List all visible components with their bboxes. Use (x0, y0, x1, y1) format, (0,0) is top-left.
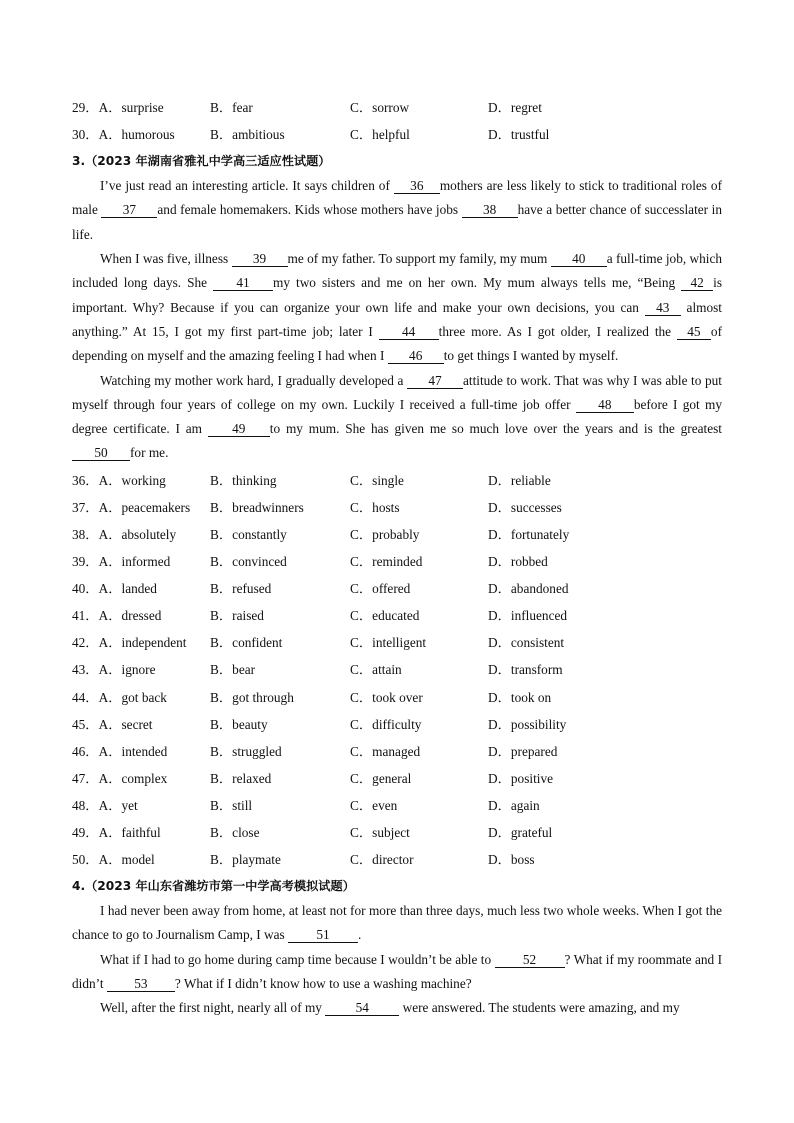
question-number: 45．A． (72, 716, 122, 732)
option-b: B．thinking (210, 472, 277, 488)
option-row (72, 737, 722, 764)
option-a-text: surprise (121, 100, 164, 116)
text: Watching my mother work hard, I gradually developed a (100, 372, 407, 388)
text: is important. Why? Because if you can organize your own life and make your own decisions, you can (72, 275, 722, 315)
text: to get things I wanted by myself. (443, 348, 619, 364)
option-b: B．close (210, 825, 260, 841)
option-c: C．reminded (350, 554, 423, 570)
option-b: B．beauty (210, 716, 268, 732)
option-row (72, 683, 722, 710)
question-number: 44．A． (72, 689, 122, 705)
passage-3-paragraph-1 (72, 174, 722, 247)
blank-47: 47 (407, 373, 463, 389)
question-number: 40．A． (72, 581, 122, 597)
blank-42: 42 (681, 275, 713, 291)
option-c: C．sorrow (350, 100, 410, 116)
options-block-36-50 (72, 466, 722, 872)
text: mothers are less likely to stick to traditional roles of male (72, 178, 722, 218)
passage-4-paragraph-2 (72, 948, 722, 997)
option-b: B．raised (210, 608, 264, 624)
option-a-text: got back (121, 689, 167, 705)
question-number: 39．A． (72, 554, 122, 570)
blank-46: 46 (388, 348, 444, 364)
option-b: B．struggled (210, 743, 282, 759)
option-d: D．consistent (488, 635, 565, 651)
question-number: 47．A． (72, 770, 122, 786)
text: have a better chance of successlater in life. (72, 202, 722, 242)
question-number: 49．A． (72, 825, 122, 841)
question-number: 38．A． (72, 526, 122, 542)
option-c: C．probably (350, 526, 420, 542)
option-a-text: landed (121, 581, 157, 597)
option-a-text: absolutely (121, 526, 177, 542)
option-c: C．even (350, 797, 398, 813)
passage-3-paragraph-3 (72, 369, 722, 466)
option-a (72, 524, 210, 543)
option-a (72, 687, 210, 706)
option-d: D．boss (488, 852, 535, 868)
option-a (72, 497, 210, 516)
option-d: D．regret (488, 100, 542, 116)
blank-36: 36 (394, 178, 440, 194)
passage-4-paragraph-1 (72, 899, 722, 948)
option-b: B．confident (210, 635, 283, 651)
option-a-text: faithful (121, 825, 161, 841)
option-b: B．still (210, 797, 253, 813)
blank-44: 44 (379, 324, 439, 340)
option-c: C．general (350, 770, 412, 786)
option-row (72, 845, 722, 872)
passage-4-paragraph-3 (72, 996, 722, 1020)
option-a-text: informed (121, 554, 171, 570)
option-c: C．difficulty (350, 716, 422, 732)
text: ? What if my roommate and I didn’t (72, 951, 722, 992)
blank-52: 52 (495, 952, 565, 968)
option-a (72, 795, 210, 814)
option-c: C．director (350, 852, 414, 868)
text: a full-time job, which included long days. She (72, 251, 722, 291)
document-content (72, 93, 722, 1021)
option-b: B．breadwinners (210, 499, 304, 515)
option-d: D．prepared (488, 743, 558, 759)
option-c: C．helpful (350, 127, 410, 143)
option-a (72, 714, 210, 733)
text: my two sisters and me on her own. My mum always tells me, “Being (273, 275, 682, 291)
question-number: 43．A． (72, 662, 122, 678)
option-row (72, 791, 722, 818)
option-row (72, 574, 722, 601)
option-b: B．ambitious (210, 127, 285, 143)
option-row (72, 120, 722, 147)
blank-51: 51 (288, 927, 358, 943)
option-a-text: yet (121, 797, 138, 813)
text: almost anything.” At 15, I got my first part-time job; later I (72, 299, 722, 339)
option-c: C．hosts (350, 499, 400, 515)
blank-53: 53 (107, 976, 175, 992)
option-row (72, 547, 722, 574)
text: Well, after the first night, nearly all of my (100, 1000, 326, 1016)
option-c: C．offered (350, 581, 411, 597)
option-a (72, 470, 210, 489)
option-a-text: ignore (121, 662, 156, 678)
text: When I was five, illness (100, 251, 232, 267)
text: I’ve just read an interesting article. It says children of (100, 178, 394, 194)
blank-37: 37 (101, 202, 157, 218)
option-a (72, 605, 210, 624)
option-a-text: working (121, 472, 166, 488)
option-c: C．single (350, 472, 404, 488)
text: for me. (130, 445, 169, 461)
option-row (72, 466, 722, 493)
text: were answered. The students were amazing, and my (399, 1000, 680, 1016)
option-d: D．robbed (488, 554, 548, 570)
option-a-text: intended (121, 743, 168, 759)
option-a (72, 551, 210, 570)
option-b: B．refused (210, 581, 272, 597)
option-row (72, 818, 722, 845)
option-d: D．reliable (488, 472, 551, 488)
option-row (72, 628, 722, 655)
text: me of my father. To support my family, my mum (287, 251, 551, 267)
option-a-text: complex (121, 770, 168, 786)
section-3-heading: 3.（2023 年湖南省雅礼中学高三适应性试题） (72, 154, 331, 169)
text: before I got my degree certificate. I am (72, 396, 722, 437)
options-block-29-30 (72, 93, 722, 147)
question-number: 50．A． (72, 852, 122, 868)
option-c: C．intelligent (350, 635, 427, 651)
option-b: B．constantly (210, 526, 287, 542)
option-a (72, 741, 210, 760)
question-number: 42．A． (72, 635, 122, 651)
blank-41: 41 (213, 275, 273, 291)
option-a-text: independent (121, 635, 187, 651)
option-row (72, 655, 722, 682)
option-d: D．fortunately (488, 526, 570, 542)
option-b: B．got through (210, 689, 294, 705)
question-number: 29．A． (72, 100, 122, 116)
question-number: 46．A． (72, 743, 122, 759)
question-number: 48．A． (72, 797, 122, 813)
option-c: C．subject (350, 825, 410, 841)
text: What if I had to go home during camp time because I wouldn’t be able to (100, 951, 495, 967)
text: to my mum. She has given me so much love over the years and is the greatest (269, 421, 722, 437)
option-d: D．grateful (488, 825, 553, 841)
option-a-text: peacemakers (121, 499, 191, 515)
blank-50: 50 (72, 445, 130, 461)
option-row (72, 493, 722, 520)
option-a-text: model (121, 852, 155, 868)
option-c: C．educated (350, 608, 420, 624)
option-a-text: humorous (121, 127, 175, 143)
option-b: B．playmate (210, 852, 281, 868)
blank-38: 38 (462, 202, 518, 218)
text: and female homemakers. Kids whose mothers have jobs (157, 202, 462, 218)
text: I had never been away from home, at least not for more than three days, much less two whole weeks. When I got the chance to go to Journalism Camp, I was (72, 903, 722, 943)
option-a (72, 578, 210, 597)
option-d: D．possibility (488, 716, 567, 732)
option-c: C．took over (350, 689, 423, 705)
text: of depending on myself and the amazing feeling I had when I (72, 323, 722, 364)
option-a (72, 632, 210, 651)
blank-43: 43 (645, 300, 681, 316)
option-d: D．influenced (488, 608, 568, 624)
question-number: 36．A． (72, 472, 122, 488)
question-number: 37．A． (72, 499, 122, 515)
option-d: D．again (488, 797, 540, 813)
option-b: B．convinced (210, 554, 287, 570)
section-4-heading: 4.（2023 年山东省潍坊市第一中学高考模拟试题） (72, 879, 355, 894)
blank-48: 48 (576, 397, 634, 413)
blank-54: 54 (325, 1000, 399, 1016)
option-c: C．attain (350, 662, 402, 678)
question-number: 41．A． (72, 608, 122, 624)
option-a (72, 97, 210, 116)
option-a-text: dressed (121, 608, 162, 624)
text: three more. As I got older, I realized the (438, 323, 677, 339)
option-a (72, 849, 210, 868)
option-a-text: secret (121, 716, 153, 732)
option-b: B．relaxed (210, 770, 272, 786)
option-row (72, 93, 722, 120)
option-d: D．successes (488, 499, 562, 515)
option-row (72, 710, 722, 737)
text: ? What if I didn’t know how to use a washing machine? (174, 976, 472, 992)
blank-39: 39 (232, 251, 288, 267)
question-number: 30．A． (72, 127, 122, 143)
text: . (358, 927, 362, 943)
option-row (72, 520, 722, 547)
option-a (72, 768, 210, 787)
option-a (72, 124, 210, 143)
option-row (72, 764, 722, 791)
option-d: D．trustful (488, 127, 550, 143)
option-a (72, 822, 210, 841)
option-b: B．bear (210, 662, 256, 678)
option-d: D．transform (488, 662, 563, 678)
option-b: B．fear (210, 100, 253, 116)
option-d: D．positive (488, 770, 554, 786)
option-row (72, 601, 722, 628)
passage-3-paragraph-2 (72, 247, 722, 368)
option-d: D．took on (488, 689, 552, 705)
option-a (72, 659, 210, 678)
option-c: C．managed (350, 743, 421, 759)
text: attitude to work. That was why I was able to put myself through four years of college on my own. Luckily I received a full-time job offer (72, 372, 722, 412)
blank-49: 49 (208, 421, 270, 437)
blank-45: 45 (677, 324, 711, 340)
blank-40: 40 (551, 251, 607, 267)
option-d: D．abandoned (488, 581, 569, 597)
